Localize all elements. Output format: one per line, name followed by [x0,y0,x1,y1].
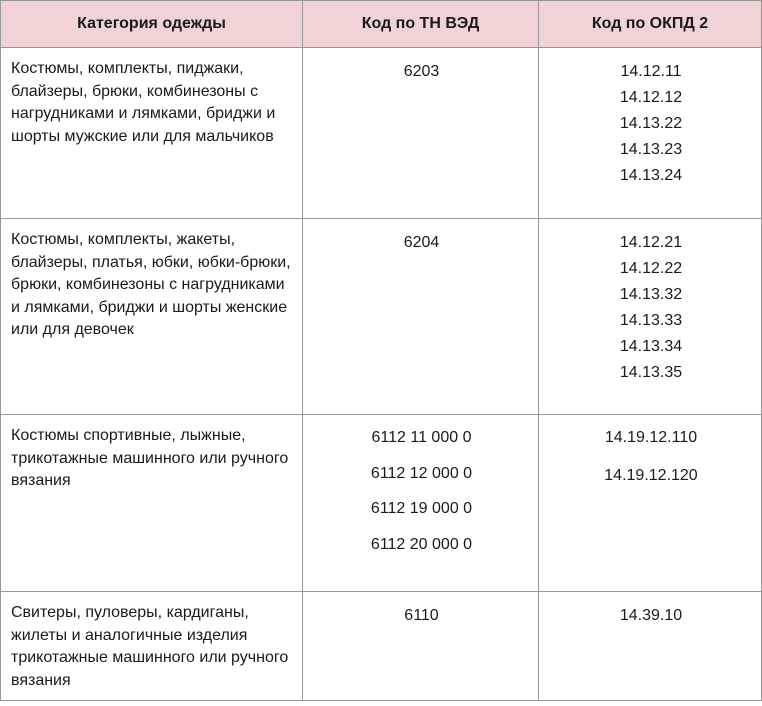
table-row [1,48,762,219]
category-text: Свитеры, пуловеры, кардиганы, жилеты и аналогичные изделия трикотажные машинного или ручного вязания [11,604,289,689]
table-row [1,415,762,592]
header-okpd2-code: Код по ОКПД 2 [539,1,762,48]
okpd-code: 14.39.10 [619,607,683,624]
okpd-code: 14.13.34 [619,338,683,355]
category-cell [1,592,303,701]
okpd-code: 14.12.21 [619,234,683,251]
tnved-code: 6204 [403,234,440,251]
okpd-code: 14.13.33 [619,312,683,329]
tnved-code: 6110 [404,607,439,624]
okpd-cell [539,415,762,592]
category-text: Костюмы спортивные, лыжные, трикотажные машинного или ручного вязания [11,427,289,489]
category-text: Костюмы, комплекты, пиджаки, блайзеры, брюки, комбинезоны с нагрудниками и лямками, бриджи и шорты мужские или для мальчиков [11,60,276,145]
tnved-code: 6112 11 000 0 [371,429,472,446]
okpd-code: 14.19.12.120 [604,467,698,484]
category-cell [1,415,303,592]
tnved-code: 6112 12 000 0 [370,464,473,482]
okpd-code: 14.12.12 [619,89,683,106]
table-row [1,592,762,701]
okpd-code: 14.13.23 [619,141,683,158]
tnved-code: 6112 20 000 0 [370,535,473,553]
category-cell [1,48,303,219]
table-row [1,219,762,415]
okpd-code: 14.13.24 [619,167,683,184]
tnved-cell [303,219,539,415]
tnved-cell [303,48,539,219]
okpd-code: 14.19.12.110 [604,429,698,446]
okpd-cell [539,592,762,701]
tnved-cell [303,592,539,701]
okpd-cell [539,48,762,219]
okpd-code: 14.12.22 [619,260,683,277]
okpd-cell [539,219,762,415]
header-tnved-code: Код по ТН ВЭД [303,1,539,48]
okpd-code: 14.13.22 [619,115,683,132]
okpd-code: 14.12.11 [620,63,682,80]
header-category: Категория одежды [1,1,303,48]
category-text: Костюмы, комплекты, жакеты, блайзеры, платья, юбки, юбки-брюки, брюки, комбинезоны с нагрудниками и лямками, бриджи и шорты женские или для девочек [11,231,291,338]
tnved-code: 6112 19 000 0 [370,500,473,517]
category-cell [1,219,303,415]
okpd-code: 14.13.35 [619,364,683,381]
okpd-code: 14.13.32 [619,286,683,303]
tnved-code: 6203 [403,63,440,80]
table-header-row [1,1,762,48]
tnved-cell [303,415,539,592]
